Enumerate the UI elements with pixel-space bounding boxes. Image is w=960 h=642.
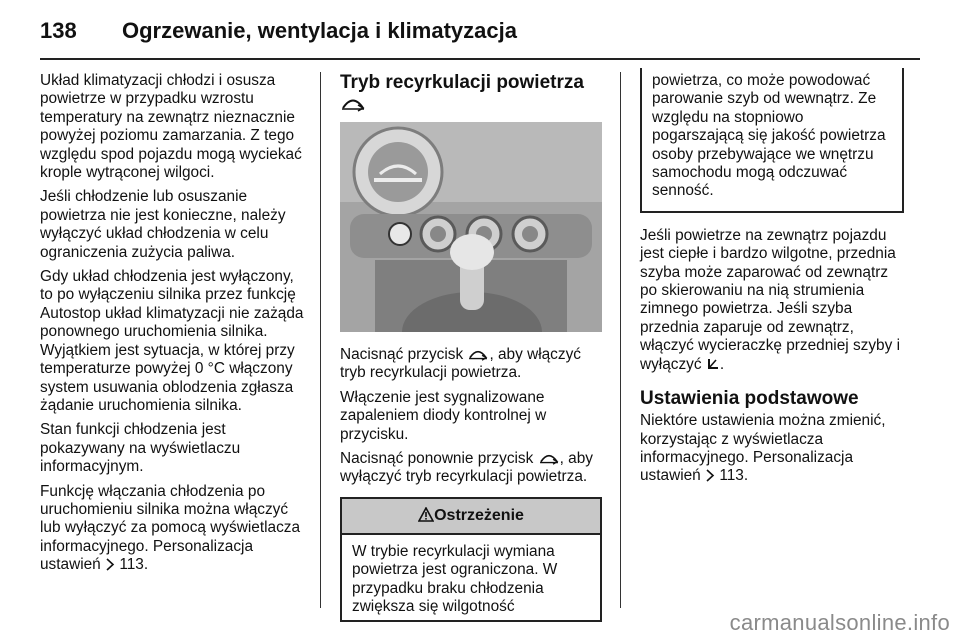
- chapter-title: Ogrzewanie, wentylacja i klimatyzacja: [122, 18, 517, 43]
- recirculation-icon: [467, 348, 489, 361]
- page-reference-icon: [705, 469, 715, 482]
- warning-box: [340, 497, 602, 623]
- wiper-icon: [706, 357, 720, 371]
- press-button-text: Nacisnąć przycisk: [340, 346, 464, 363]
- paragraph-press-again: [340, 450, 602, 487]
- column-divider-2: [620, 72, 621, 608]
- basic-settings-page-ref: 113.: [719, 467, 749, 485]
- paragraph-press-button: [340, 346, 602, 383]
- paragraph-cooling-off: Jeśli chłodzenie lub osuszanie powietrza nie jest konieczne, należy wyłączyć układ chłodzenia w celu ograniczenia zużycia paliwa.: [40, 188, 286, 261]
- recirculation-icon: [538, 452, 560, 465]
- page-header: [40, 14, 920, 50]
- column-1: [40, 72, 308, 581]
- column-3: [640, 72, 904, 492]
- personalization-text: Funkcję włączania chłodzenia po uruchomieniu silnika można włączyć lub wyłączyć za pomocą wyświetlacza informacyjnego. Personalizacja ustawień: [40, 482, 301, 574]
- warning-box-continued: powietrza, co może powodować parowanie szyb od wewnątrz. Ze względu na stopniowo pogarszającą się jakość powietrza osoby przebywające we wnętrzu samochodu mogą odczuwać senność.: [640, 68, 904, 213]
- press-again-text-end: , aby wyłączyć tryb recyrkulacji powietrza.: [340, 450, 593, 486]
- column-divider-1: [320, 72, 321, 608]
- press-again-text: Nacisnąć ponownie przycisk: [340, 450, 534, 468]
- paragraph-basic-settings: [640, 412, 904, 486]
- warning-icon: [418, 507, 434, 522]
- recirculation-icon: [340, 96, 366, 112]
- press-button-text-end: , aby włączyć tryb recyrkulacji powietrza.: [340, 346, 581, 382]
- basic-settings-text: Niektóre ustawienia można zmienić, korzystając z wyświetlacza informacyjnego. Personalizacja ustawień: [640, 412, 886, 485]
- warning-body: W trybie recyrkulacji wymiana powietrza jest ograniczona. W przypadku braku chłodzenia zwiększa się wilgotność: [352, 542, 558, 616]
- header-divider: [40, 58, 920, 60]
- paragraph-personalization: [40, 483, 308, 575]
- section-title-recirculation: [340, 72, 602, 116]
- windscreen-fog-end: .: [719, 355, 725, 373]
- paragraph-led-indicator: Włączenie jest sygnalizowane zapaleniem diody kontrolnej w przycisku.: [340, 388, 547, 443]
- paragraph-cooling-status: Stan funkcji chłodzenia jest pokazywany na wyświetlaczu informacyjnym.: [40, 421, 241, 476]
- paragraph-windscreen-fog: [640, 227, 904, 374]
- windscreen-fog-text: Jeśli powietrze na zewnątrz pojazdu jest ciepłe i bardzo wilgotne, przednia szyba może zaparować od zewnątrz po skierowaniu na nią strumienia zimnego powietrza. Jeśli szyba przednia zaparuje od zewnątrz, włączyć wycieraczkę przedniej szyby i wyłączyć: [640, 226, 901, 373]
- page-number: 138: [40, 18, 77, 43]
- watermark: carmanualsonline.info: [729, 610, 950, 635]
- warning-title: Ostrzeżenie: [434, 506, 524, 524]
- section-title-text: Tryb recyrkulacji powietrza: [340, 72, 584, 93]
- personalization-page-ref: 113.: [119, 556, 149, 574]
- paragraph-autostop: Gdy układ chłodzenia jest wyłączony, to po wyłączeniu silnika przez funkcję Autostop układ klimatyzacji nie zażąda ponownego uruchomienia silnika. Wyjątkiem jest sytuacja, w której przy temperaturze powyżej 0 °C włączony system usuwania oblodzenia zgłasza żądanie uruchomienia silnika.: [40, 268, 304, 414]
- page-reference-icon: [105, 558, 115, 571]
- warning-header: [342, 499, 600, 535]
- console-image: [340, 122, 602, 332]
- climate-control-photo: [340, 122, 602, 332]
- paragraph-ac-dehumidify: Układ klimatyzacji chłodzi i osusza powietrze w przypadku wzrostu temperatury na zewnątrz nieznacznie powyżej poziomu zamarzania. Z tego względu spod pojazdu mogą wyciekać krople wytrąconej wilgoci.: [40, 72, 302, 182]
- column-2: [340, 72, 602, 622]
- section-title-basic-settings: Ustawienia podstawowe: [640, 388, 859, 410]
